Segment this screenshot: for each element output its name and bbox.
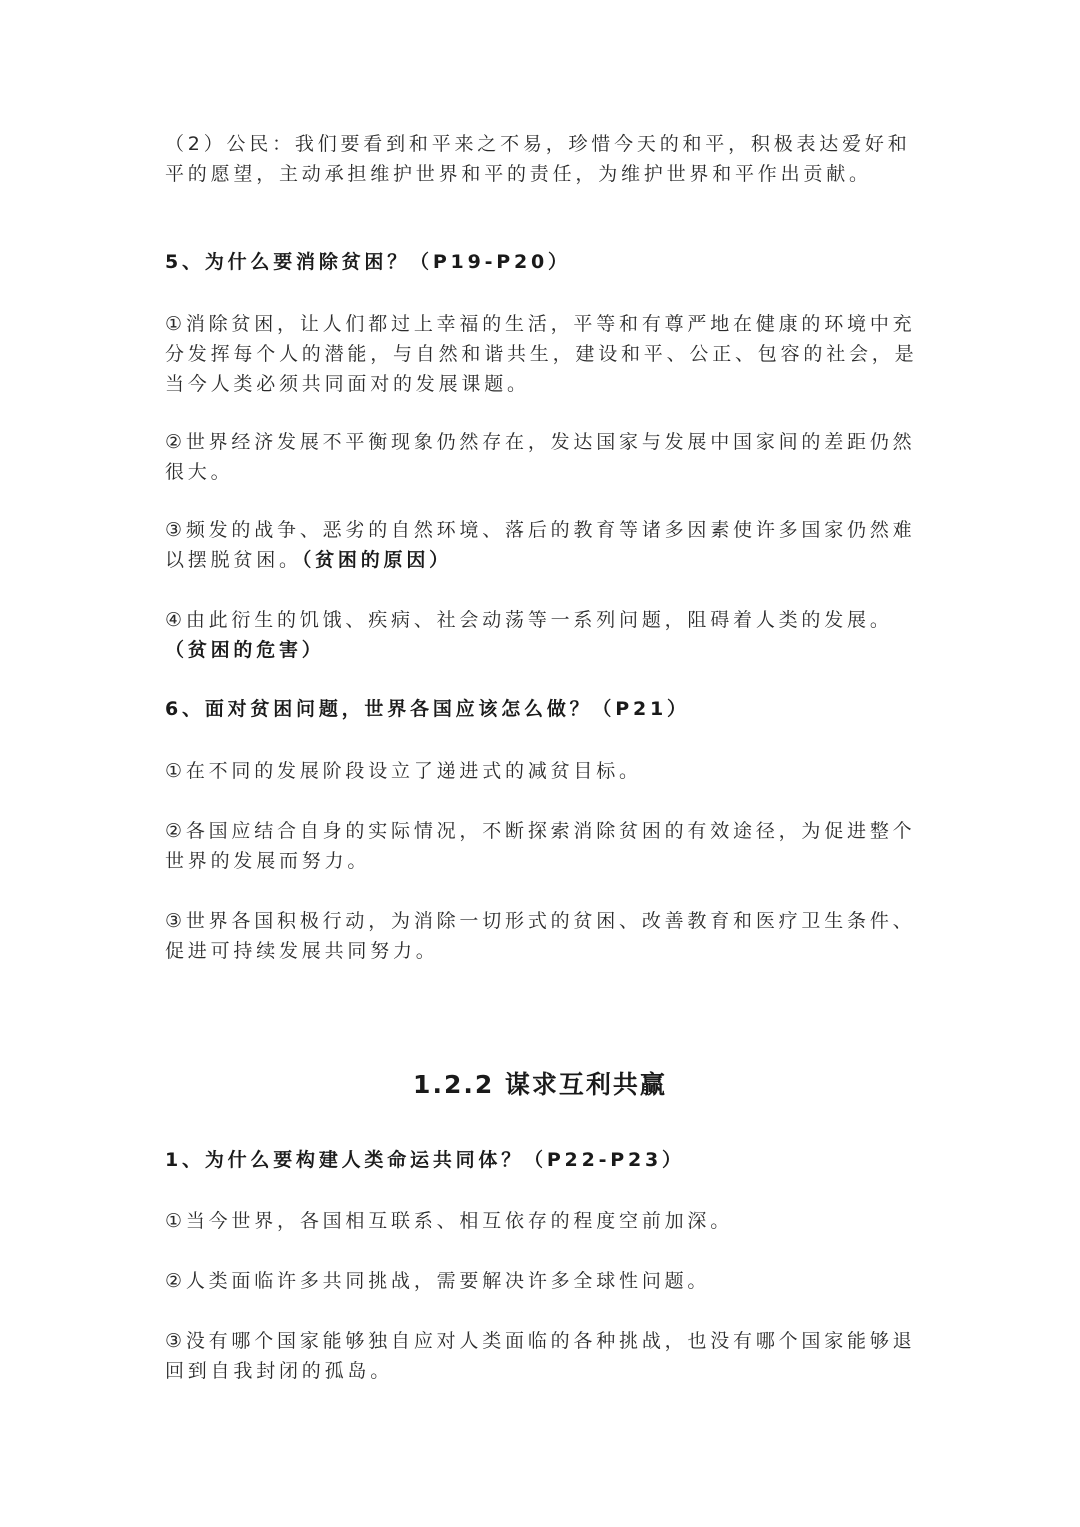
answer-5-3 [165,515,920,575]
section-answer-1-1: ①当今世界，各国相互联系、相互依存的程度空前加深。 [165,1210,734,1232]
answer-5-4-text: ④由此衍生的饥饿、疾病、社会动荡等一系列问题，阻碍着人类的发展。 [165,609,893,631]
answer-5-4 [165,605,920,665]
answer-5-2: ②世界经济发展不平衡现象仍然存在，发达国家与发展中国家间的差距仍然很大。 [165,431,916,483]
answer-6-3: ③世界各国积极行动，为消除一切形式的贫困、改善教育和医疗卫生条件、促进可持续发展共同努力。 [165,910,916,962]
section-question-1-heading: 1、为什么要构建人类命运共同体？（P22-P23） [165,1149,685,1171]
question-5-heading: 5、为什么要消除贫困？（P19-P20） [165,251,571,273]
answer-6-1: ①在不同的发展阶段设立了递进式的减贫目标。 [165,760,642,782]
section-answer-1-2: ②人类面临许多共同挑战，需要解决许多全球性问题。 [165,1270,711,1292]
answer-5-3-note: （贫困的原因） [301,549,452,571]
answer-5-1: ①消除贫困，让人们都过上幸福的生活，平等和有尊严地在健康的环境中充分发挥每个人的潜能，与自然和谐共生，建设和平、公正、包容的社会，是当今人类必须共同面对的发展课题。 [165,313,918,395]
answer-6-2: ②各国应结合自身的实际情况，不断探索消除贫困的有效途径，为促进整个世界的发展而努力。 [165,820,916,872]
answer-5-3-text: ③频发的战争、恶劣的自然环境、落后的教育等诸多因素使许多国家仍然难以摆脱贫困。 [165,519,916,571]
section-answer-1-3: ③没有哪个国家能够独自应对人类面临的各种挑战，也没有哪个国家能够退回到自我封闭的孤岛。 [165,1330,916,1382]
answer-5-4-note: （贫困的危害） [165,639,325,661]
paragraph-citizen-peace: （2）公民：我们要看到和平来之不易，珍惜今天的和平，积极表达爱好和平的愿望，主动承担维护世界和平的责任，为维护世界和平作出贡献。 [165,133,911,185]
question-6-heading: 6、面对贫困问题，世界各国应该怎么做？（P21） [165,698,690,720]
section-title: 1.2.2 谋求互利共赢 [413,1070,667,1099]
